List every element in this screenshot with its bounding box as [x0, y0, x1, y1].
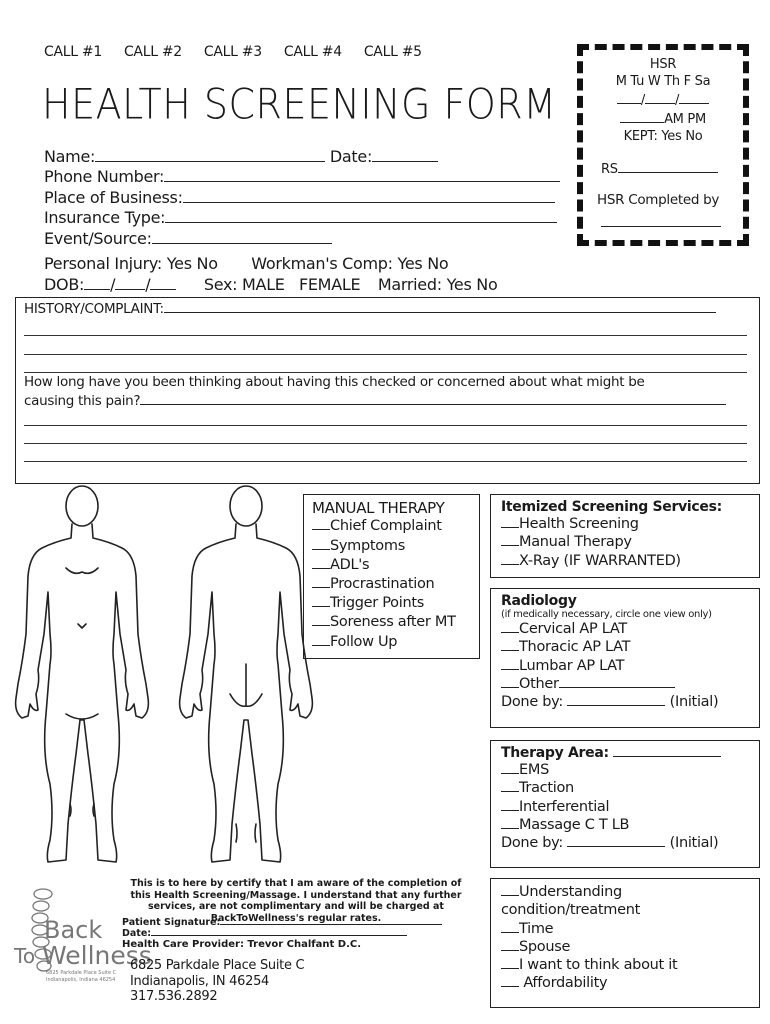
call-3[interactable]: CALL #3 — [203, 44, 262, 60]
itemized-item[interactable]: Manual Therapy — [501, 533, 759, 551]
radiology-done-by[interactable]: Done by: (Initial) — [501, 694, 719, 711]
hsr-time[interactable]: AM PM — [583, 109, 743, 128]
therapy-item[interactable]: Massage C T LB — [501, 816, 759, 834]
dob-row — [44, 274, 497, 295]
patient-signature-row[interactable]: Patient Signature: — [122, 916, 442, 928]
injury-row — [44, 253, 448, 274]
manual-therapy-title: MANUAL THERAPY — [312, 499, 445, 517]
mt-item[interactable]: Trigger Points — [312, 594, 479, 613]
hsr-date[interactable]: / / — [583, 90, 743, 109]
call-2[interactable]: CALL #2 — [123, 44, 182, 60]
objection-item[interactable]: Affordability — [501, 974, 759, 992]
sex-field[interactable]: Sex: MALE FEMALE — [203, 275, 361, 294]
how-long-question-2: causing this pain? — [24, 393, 726, 409]
hsr-days[interactable]: M Tu W Th F Sa — [615, 74, 711, 89]
dob-month[interactable] — [84, 276, 110, 290]
name-field[interactable] — [95, 148, 325, 162]
logo-wellness: Wellness — [42, 941, 152, 970]
date-field[interactable] — [372, 148, 438, 162]
workmans-comp[interactable]: Workman's Comp: Yes No — [251, 254, 449, 273]
radiology-item[interactable]: Thoracic AP LAT — [501, 638, 759, 656]
provider-name: Health Care Provider: Trevor Chalfant D.C. — [122, 939, 362, 950]
name-row — [44, 146, 438, 167]
mt-item[interactable]: Chief Complaint — [312, 517, 479, 536]
name-label: Name: — [44, 147, 96, 166]
radiology-title: Radiology — [501, 593, 577, 609]
mt-item[interactable]: Soreness after MT — [312, 613, 479, 632]
call-4[interactable]: CALL #4 — [283, 44, 342, 60]
manual-therapy-box — [303, 494, 480, 659]
history-line[interactable] — [24, 425, 747, 426]
certification-text: This is to here by certify that I am aware of the completion of this Health Screening/Massage. I understand that any further services, are not complimentary and will be charged at BackToWellness's regular rates. — [130, 878, 462, 924]
address-line-2: Indianapolis, IN 46254 — [130, 973, 270, 989]
hsr-kept[interactable]: KEPT: Yes No — [623, 129, 703, 144]
married-field[interactable]: Married: Yes No — [377, 275, 498, 294]
itemized-item[interactable]: X-Ray (IF WARRANTED) — [501, 552, 759, 570]
objections-box — [490, 878, 760, 1008]
dob-label: DOB: — [44, 275, 85, 294]
therapy-done-by[interactable]: Done by: (Initial) — [501, 835, 719, 852]
itemized-title: Itemized Screening Services: — [501, 499, 722, 515]
clinic-address — [130, 958, 304, 1005]
therapy-area-box — [490, 740, 760, 868]
call-row — [44, 44, 422, 60]
phone-label: Phone Number: — [44, 167, 165, 186]
personal-injury[interactable]: Personal Injury: Yes No — [44, 254, 218, 273]
hsr-box — [577, 44, 749, 246]
hsr-rs[interactable]: RS — [583, 159, 743, 178]
objection-item[interactable]: Understanding — [501, 883, 759, 901]
dob-year[interactable] — [150, 276, 176, 290]
itemized-box — [490, 494, 760, 578]
call-5[interactable]: CALL #5 — [363, 44, 422, 60]
address-phone: 317.536.2892 — [130, 989, 218, 1004]
date-label: Date: — [329, 147, 373, 166]
call-1[interactable]: CALL #1 — [44, 44, 102, 60]
place-row — [44, 187, 555, 208]
phone-row — [44, 166, 560, 187]
logo-addr-2: Indianapolis, Indiana 46254 — [46, 977, 116, 983]
therapy-item[interactable]: Traction — [501, 779, 759, 797]
hsr-title: HSR — [649, 57, 677, 72]
logo-back: Back — [44, 916, 103, 944]
radiology-item[interactable]: Other — [501, 675, 759, 693]
how-long-question: How long have you been thinking about having this checked or concerned about what might be — [24, 374, 645, 390]
cert-date-row[interactable]: Date: — [122, 927, 407, 939]
address-line-1: 6825 Parkdale Place Suite C — [130, 958, 305, 973]
mt-item[interactable]: Follow Up — [312, 633, 479, 652]
insurance-row — [44, 207, 557, 228]
history-box — [15, 297, 760, 484]
logo-to: To — [14, 944, 36, 968]
body-diagram[interactable] — [10, 484, 328, 872]
event-label: Event/Source: — [44, 229, 152, 248]
insurance-label: Insurance Type: — [44, 208, 166, 227]
mt-item[interactable]: ADL's — [312, 556, 479, 575]
history-label: HISTORY/COMPLAINT: — [24, 301, 716, 317]
front-body-figure — [16, 486, 149, 862]
history-line[interactable] — [24, 335, 747, 336]
place-field[interactable] — [183, 189, 555, 203]
place-label: Place of Business: — [44, 188, 183, 207]
hsr-completed-field[interactable] — [583, 213, 743, 232]
radiology-item[interactable]: Cervical AP LAT — [501, 620, 759, 638]
objection-item[interactable]: Spouse — [501, 938, 759, 956]
history-line[interactable] — [24, 372, 747, 373]
dob-day[interactable] — [115, 276, 145, 290]
form-title: HEALTH SCREENING FORM — [42, 80, 557, 129]
logo-addr-1: 6825 Parkdale Place Suite C — [46, 970, 117, 976]
event-field[interactable] — [152, 230, 332, 244]
history-line[interactable] — [24, 461, 747, 462]
radiology-box — [490, 588, 760, 728]
objection-item-cont: condition/treatment — [501, 902, 640, 919]
hsr-completed-label: HSR Completed by — [597, 192, 720, 208]
mt-item[interactable]: Symptoms — [312, 537, 479, 556]
objection-item[interactable]: I want to think about it — [501, 956, 759, 974]
therapy-item[interactable]: Interferential — [501, 798, 759, 816]
itemized-item[interactable]: Health Screening — [501, 515, 759, 533]
radiology-item[interactable]: Lumbar AP LAT — [501, 657, 759, 675]
therapy-item[interactable]: EMS — [501, 761, 759, 779]
mt-item[interactable]: Procrastination — [312, 575, 479, 594]
insurance-field[interactable] — [165, 209, 557, 223]
radiology-note: (if medically necessary, circle one view only) — [501, 609, 712, 620]
event-row — [44, 228, 332, 249]
history-line[interactable] — [24, 354, 747, 355]
back-body-figure — [180, 486, 313, 862]
history-line[interactable] — [24, 443, 747, 444]
phone-field[interactable] — [164, 168, 560, 182]
dob-sep: / — [110, 275, 116, 294]
therapy-area-title: Therapy Area: — [501, 745, 759, 761]
objection-item[interactable]: Time — [501, 920, 759, 938]
dob-sep: / — [145, 275, 151, 294]
